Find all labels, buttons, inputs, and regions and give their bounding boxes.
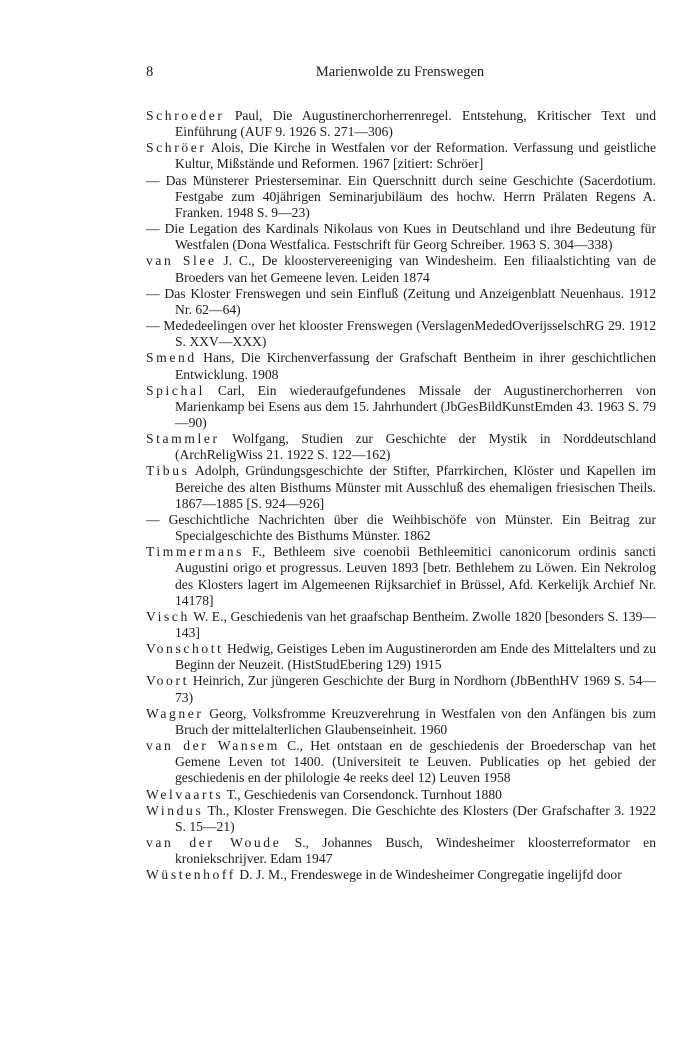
bibliography-entry: [146, 803, 656, 835]
entry-text: — Geschichtliche Nachrichten über die Weihbischöfe von Münster. Ein Beitrag zur Specialgeschichte des Bisthums Münster. 1862: [146, 511, 656, 544]
entry-author: Voort: [146, 673, 189, 689]
entry-author: Windus: [146, 802, 204, 818]
bibliography-entry: [146, 108, 656, 140]
bibliography-entry: [146, 673, 656, 705]
entry-author: Wagner: [146, 705, 204, 721]
entry-text: Georg, Volksfromme Kreuzverehrung in Westfalen von den Anfängen bis zum Bruch der mittelalterlichen Glaubenseinheit. 1960: [175, 705, 656, 737]
entry-text: — Das Kloster Frenswegen und sein Einfluß (Zeitung und Anzeigenblatt Neuenhaus. 1912 Nr. 62—64): [146, 285, 656, 317]
entry-text: J. C., De kloostervereeniging van Windesheim. Een filiaalstichting van de Broeders van het Gemeene leven. Leiden 1874: [175, 253, 657, 285]
bibliography-entry: [146, 706, 656, 738]
running-title: Marienwolde zu Frenswegen: [315, 64, 485, 80]
bibliography-entry: [146, 253, 656, 285]
page-number: 8: [146, 64, 154, 80]
entry-author: Smend: [146, 350, 197, 366]
entry-author: Timmermans: [146, 544, 245, 560]
bibliography-entry: [146, 350, 656, 382]
entry-text: C., Het ontstaan en de geschiedenis der Broederschap van het Gemene Leven tot 1400. (Universiteit te Leuven. Publicaties op het gebied der geschiedenis en der philologie 4e reeks deel 12) Leuven 1958: [175, 738, 656, 786]
bibliography-entry: [146, 835, 656, 867]
bibliography-entry: [146, 512, 656, 544]
bibliography-list: [146, 108, 656, 884]
entry-text: Hedwig, Geistiges Leben im Augustinerorden am Ende des Mittelalters und zu Beginn der Neuzeit. (HistStudEbering 129) 1915: [175, 641, 656, 673]
entry-author: Schroeder: [146, 108, 225, 123]
entry-text: — Die Legation des Kardinals Nikolaus von Kues in Deutschland und ihre Bedeutung für Westfalen (Dona Westfalica. Festschrift für Georg Schreiber. 1963 S. 304—338): [146, 221, 656, 253]
entry-author: van Slee: [146, 253, 217, 269]
bibliography-entry: [146, 867, 656, 883]
bibliography-entry: [146, 738, 656, 786]
entry-text: — Mededeelingen over het klooster Frenswegen (VerslagenMededOverijsselschRG 29. 1912 S. XXV—XXX): [146, 318, 656, 350]
entry-author: Welvaarts: [146, 786, 224, 802]
bibliography-entry: [146, 609, 656, 641]
bibliography-entry: [146, 140, 656, 172]
entry-text: Adolph, Gründungsgeschichte der Stifter, Pfarrkirchen, Klöster und Kapellen im Bereiche des alten Bisthums Münster mit Ausschluß des ehemaligen friesischen Theils. 1867—1885 [S. 924—926]: [175, 463, 656, 511]
entry-author: van der Wansem: [146, 738, 280, 754]
entry-text: W. E., Geschiedenis van het graafschap Bentheim. Zwolle 1820 [besonders S. 139—143]: [175, 608, 656, 640]
entry-author: Schröer: [146, 140, 207, 156]
entry-text: S., Johannes Busch, Windesheimer kloosterreformator en kroniekschrijver. Edam 1947: [175, 835, 656, 867]
bibliography-entry: [146, 173, 656, 221]
entry-author: van der Woude: [146, 835, 282, 851]
entry-author: Spichal: [146, 382, 205, 398]
entry-text: Hans, Die Kirchenverfassung der Grafschaft Bentheim in ihrer geschichtlichen Entwicklung. 1908: [175, 350, 656, 382]
page-header: [146, 64, 654, 86]
entry-text: D. J. M., Frendeswege in de Windesheimer Congregatie ingelijfd door: [235, 867, 622, 883]
bibliography-entry: [146, 463, 656, 511]
entry-text: T., Geschiedenis van Corsendonck. Turnhout 1880: [223, 786, 502, 802]
entry-text: F., Bethleem sive coenobii Bethleemitici canonicorum ordinis sancti Augustini origo et progressus. Leuven 1893 [betr. Bethlehem zu Löwen. Ein Nekrolog des Klosters lagert im Algemeenen Rijksarchief in Brüssel, Afd. Kerkelijk Archief Nr. 14178]: [175, 544, 656, 608]
bibliography-entry: [146, 641, 656, 673]
entry-author: Wüstenhoff: [146, 867, 236, 883]
bibliography-entry: [146, 221, 656, 253]
entry-author: Tibus: [146, 463, 190, 479]
entry-author: Vonschott: [146, 641, 224, 657]
bibliography-entry: [146, 318, 656, 350]
entry-text: Th., Kloster Frenswegen. Die Geschichte des Klosters (Der Grafschafter 3. 1922 S. 15—21): [175, 802, 656, 834]
entry-author: Stammler: [146, 431, 220, 447]
bibliography-entry: [146, 383, 656, 431]
entry-author: Visch: [146, 608, 190, 624]
entry-text: — Das Münsterer Priesterseminar. Ein Querschnitt durch seine Geschichte (Sacerdotium. Festgabe zum 40jährigen Seminarjubiläum des hochw. Herrn Prälaten Regens A. Franken. 1948 S. 9—23): [146, 172, 656, 220]
entry-text: Wolfgang, Studien zur Geschichte der Mystik in Norddeutschland (ArchReligWiss 21. 1922 S. 122—162): [175, 431, 656, 463]
bibliography-entry: [146, 286, 656, 318]
bibliography-entry: [146, 544, 656, 609]
bibliography-entry: [146, 787, 656, 803]
entry-text: Carl, Ein wiederaufgefundenes Missale der Augustinerchorherren von Marienkamp bei Esens aus dem 15. Jahrhundert (JbGesBildKunstEmden 43. 1963 S. 79—90): [175, 382, 656, 430]
entry-text: Paul, Die Augustinerchorherrenregel. Entstehung, Kritischer Text und Einführung (AUF 9. 1926 S. 271—306): [175, 108, 656, 140]
entry-text: Heinrich, Zur jüngeren Geschichte der Burg in Nordhorn (JbBenthHV 1969 S. 54—73): [175, 673, 656, 705]
entry-text: Alois, Die Kirche in Westfalen vor der Reformation. Verfassung und geistliche Kultur, Mißstände und Reformen. 1967 [zitiert: Schröer]: [175, 140, 656, 172]
bibliography-entry: [146, 431, 656, 463]
